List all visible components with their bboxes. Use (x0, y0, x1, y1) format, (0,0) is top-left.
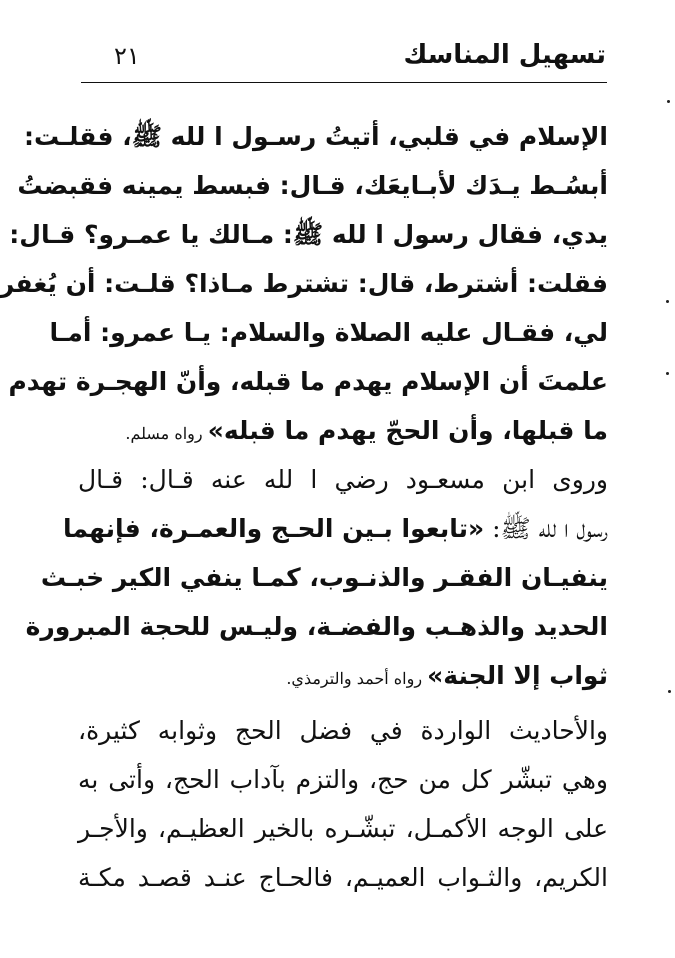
margin-speck (668, 690, 671, 693)
text-line-5: لي، فقـال عليه الصلاة والسلام: يـا عمرو: أمـا (49, 318, 608, 347)
text-line-16: الكريم، والثـواب العميـم، فالحـاج عنـد قصـد مكـة (78, 863, 608, 892)
text-line-2: أبسُـط يـدَك لأبـايعَك، قـال: فبسط يمينه فقبضتُ (17, 171, 608, 200)
text-line-10: ينفيـان الفقـر والذنـوب، كمـا ينفي الكير خبـث (40, 563, 608, 592)
text-line-4: فقلت: أشترط، قال: تشترط مـاذا؟ قلـت: أن يُغفر (0, 269, 608, 298)
text-line-12: ثواب إلا الجنة» رواه أحمد والترمذي. (286, 661, 608, 690)
text-line-14: وهي تبشّر كل من حج، والتزم بآداب الحج، وأتى به (78, 765, 608, 794)
page-header (86, 40, 606, 78)
margin-speck (667, 100, 670, 103)
text-line-11: الحديد والذهـب والفضـة، وليـس للحجة المبرورة (25, 612, 608, 641)
text-line-15: على الوجه الأكمـل، تبشّـره بالخير العظيـم، والأجـر (78, 814, 608, 843)
text-line-8: وروى ابن مسعـود رضي ا لله عنه قـال: قـال (78, 465, 608, 494)
body-text (0, 112, 608, 902)
text-line-6: علمتَ أن الإسلام يهدم ما قبله، وأنّ الهجـرة تهدم (8, 367, 608, 396)
text-line-9: رسول ا لله ﷺ: «تابعوا بـين الحـج والعمـرة، فإنهما (63, 514, 608, 543)
text-line-3: يدي، فقال رسول ا لله ﷺ: مـالك يا عمـرو؟ قـال: (9, 220, 608, 249)
header-rule (81, 82, 607, 83)
margin-speck (666, 300, 669, 303)
text-line-1: الإسلام في قلبي، أتيتُ رسـول ا لله ﷺ، فقلـت: (23, 122, 608, 151)
text-line-7: ما قبلها، وأن الحجّ يهدم ما قبله» رواه مسلم. (125, 416, 608, 445)
citation: رواه أحمد والترمذي. (286, 669, 428, 688)
running-title: تسهيل المناسك (403, 40, 606, 70)
margin-speck (666, 372, 669, 375)
citation: رواه مسلم. (125, 424, 208, 443)
text-line-13: والأحاديث الواردة في فضل الحج وثوابه كثيرة، (78, 716, 608, 745)
page-number: ٢١ (114, 42, 140, 70)
